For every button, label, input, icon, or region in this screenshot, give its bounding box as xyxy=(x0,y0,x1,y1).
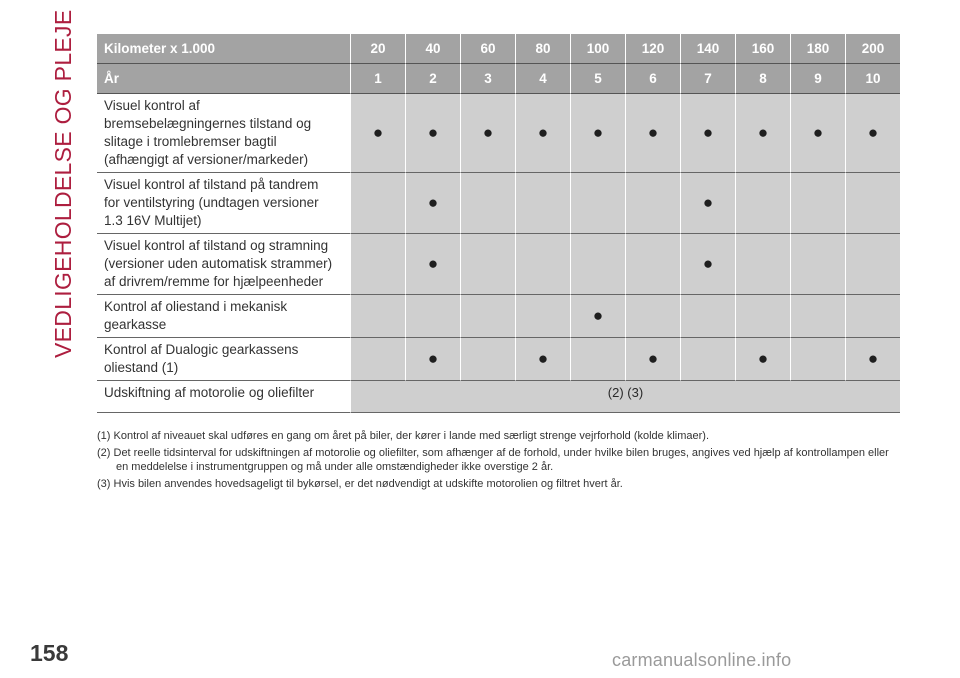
schedule-cell xyxy=(680,234,735,295)
row-label xyxy=(97,94,350,173)
schedule-cell xyxy=(625,94,680,173)
schedule-cell xyxy=(405,94,460,173)
schedule-cell xyxy=(350,173,405,234)
row-label-line: af drivrem/remme for hjælpeenheder xyxy=(104,274,324,289)
bullet-mark-icon: ● xyxy=(702,123,714,142)
row-label-line: for ventilstyring (undtagen versioner xyxy=(104,195,319,210)
schedule-cell xyxy=(405,338,460,381)
bullet-mark-icon: ● xyxy=(537,349,549,368)
schedule-body xyxy=(97,94,900,413)
bullet-mark-icon: ● xyxy=(757,349,769,368)
table-row xyxy=(97,94,900,173)
maintenance-schedule-table xyxy=(97,34,900,413)
footnote-reference: (2) (3) xyxy=(350,381,900,413)
year-value: 6 xyxy=(625,64,680,94)
schedule-cell xyxy=(350,295,405,338)
row-label-line: gearkasse xyxy=(104,317,167,332)
schedule-cell xyxy=(735,338,790,381)
side-section-title: VEDLIGEHOLDELSE OG PLEJE xyxy=(50,9,76,358)
km-value: 140 xyxy=(680,34,735,64)
row-label-line: Visuel kontrol af tilstand på tandrem xyxy=(104,177,319,192)
page-number: 158 xyxy=(30,640,69,666)
km-value: 40 xyxy=(405,34,460,64)
row-label xyxy=(97,173,350,234)
schedule-cell xyxy=(845,173,900,234)
km-value: 20 xyxy=(350,34,405,64)
table-row xyxy=(97,173,900,234)
bullet-mark-icon: ● xyxy=(427,254,439,273)
schedule-cell xyxy=(570,234,625,295)
bullet-mark-icon: ● xyxy=(867,123,879,142)
bullet-mark-icon: ● xyxy=(647,123,659,142)
schedule-cell xyxy=(680,94,735,173)
bullet-mark-icon: ● xyxy=(482,123,494,142)
bullet-mark-icon: ● xyxy=(812,123,824,142)
row-label xyxy=(97,338,350,381)
row-label-line: Visuel kontrol af tilstand og stramning xyxy=(104,238,329,253)
schedule-cell xyxy=(570,338,625,381)
row-label-line: Kontrol af Dualogic gearkassens xyxy=(104,342,299,357)
schedule-cell xyxy=(460,173,515,234)
schedule-cell xyxy=(735,234,790,295)
schedule-cell xyxy=(460,338,515,381)
row-label-line: 1.3 16V Multijet) xyxy=(104,213,202,228)
watermark: carmanualsonline.info xyxy=(612,650,792,670)
schedule-cell xyxy=(625,234,680,295)
bullet-mark-icon: ● xyxy=(427,123,439,142)
km-header-label: Kilometer x 1.000 xyxy=(97,34,350,64)
year-value: 4 xyxy=(515,64,570,94)
schedule-cell xyxy=(515,338,570,381)
schedule-cell xyxy=(790,338,845,381)
footnotes xyxy=(97,429,900,493)
schedule-cell xyxy=(570,173,625,234)
bullet-mark-icon: ● xyxy=(867,349,879,368)
schedule-cell xyxy=(405,173,460,234)
year-value: 7 xyxy=(680,64,735,94)
year-value: 2 xyxy=(405,64,460,94)
year-value: 5 xyxy=(570,64,625,94)
schedule-cell xyxy=(845,234,900,295)
schedule-cell xyxy=(625,173,680,234)
schedule-cell xyxy=(515,94,570,173)
row-label-line: slitage i tromlebremser bagtil xyxy=(104,134,277,149)
schedule-cell xyxy=(735,173,790,234)
bullet-mark-icon: ● xyxy=(647,349,659,368)
bullet-mark-icon: ● xyxy=(592,123,604,142)
footnote: (3) Hvis bilen anvendes hovedsageligt til bykørsel, er det nødvendigt at udskifte motorolien og filtret hvert år. xyxy=(97,477,623,490)
year-value: 9 xyxy=(790,64,845,94)
schedule-cell xyxy=(845,295,900,338)
row-label-line: oliestand (1) xyxy=(104,360,179,375)
row-label: Udskiftning af motorolie og oliefilter xyxy=(97,381,350,413)
schedule-cell xyxy=(570,94,625,173)
year-value: 3 xyxy=(460,64,515,94)
schedule-cell xyxy=(570,295,625,338)
bullet-mark-icon: ● xyxy=(702,254,714,273)
schedule-cell xyxy=(625,338,680,381)
schedule-cell xyxy=(680,295,735,338)
year-value: 8 xyxy=(735,64,790,94)
km-value: 60 xyxy=(460,34,515,64)
bullet-mark-icon: ● xyxy=(537,123,549,142)
km-value: 200 xyxy=(845,34,900,64)
km-value: 100 xyxy=(570,34,625,64)
footnote: (1) Kontrol af niveauet skal udføres en gang om året på biler, der kører i lande med særligt strenge vejrforhold (kolde klimaer). xyxy=(97,430,710,442)
bullet-mark-icon: ● xyxy=(427,349,439,368)
schedule-cell xyxy=(515,234,570,295)
year-value: 10 xyxy=(845,64,900,94)
schedule-cell xyxy=(845,338,900,381)
km-value: 180 xyxy=(790,34,845,64)
schedule-cell xyxy=(460,234,515,295)
row-label-line: (afhængigt af versioner/markeder) xyxy=(104,152,309,167)
year-value: 1 xyxy=(350,64,405,94)
schedule-cell xyxy=(790,234,845,295)
km-header-row xyxy=(97,34,900,64)
km-value: 80 xyxy=(515,34,570,64)
schedule-cell xyxy=(790,173,845,234)
schedule-cell xyxy=(735,295,790,338)
bullet-mark-icon: ● xyxy=(427,193,439,212)
schedule-cell xyxy=(735,94,790,173)
year-header-row xyxy=(97,64,900,94)
row-label-line: (versioner uden automatisk strammer) xyxy=(104,256,333,271)
schedule-cell xyxy=(625,295,680,338)
schedule-cell xyxy=(680,173,735,234)
bullet-mark-icon: ● xyxy=(702,193,714,212)
table-row xyxy=(97,234,900,295)
bullet-mark-icon: ● xyxy=(592,306,604,325)
bullet-mark-icon: ● xyxy=(372,123,384,142)
row-label-line: Kontrol af oliestand i mekanisk xyxy=(104,299,288,314)
schedule-cell xyxy=(350,338,405,381)
schedule-cell xyxy=(350,94,405,173)
schedule-cell xyxy=(680,338,735,381)
schedule-cell xyxy=(515,295,570,338)
table-row xyxy=(97,381,900,413)
km-value: 160 xyxy=(735,34,790,64)
schedule-cell xyxy=(460,94,515,173)
row-label-line: bremsebelægningernes tilstand og xyxy=(104,116,312,131)
schedule-cell xyxy=(790,94,845,173)
row-label xyxy=(97,234,350,295)
schedule-cell xyxy=(405,234,460,295)
schedule-cell xyxy=(790,295,845,338)
footnote: (2) Det reelle tidsinterval for udskiftningen af motorolie og oliefilter, som afhænger af de forhold, under hvilke bilen bruges, angives ved hjælp af kontrollampen eller en meddelelse i instrumentgruppen og må under alle omstændigheder ikke overstige 2 år. xyxy=(97,446,889,473)
schedule-cell xyxy=(405,295,460,338)
schedule-cell xyxy=(845,94,900,173)
schedule-cell xyxy=(460,295,515,338)
bullet-mark-icon: ● xyxy=(757,123,769,142)
schedule-cell xyxy=(350,234,405,295)
year-header-label: År xyxy=(97,64,350,94)
row-label-line: Visuel kontrol af xyxy=(104,98,200,113)
schedule-cell xyxy=(515,173,570,234)
table-row xyxy=(97,338,900,381)
row-label xyxy=(97,295,350,338)
km-value: 120 xyxy=(625,34,680,64)
table-row xyxy=(97,295,900,338)
